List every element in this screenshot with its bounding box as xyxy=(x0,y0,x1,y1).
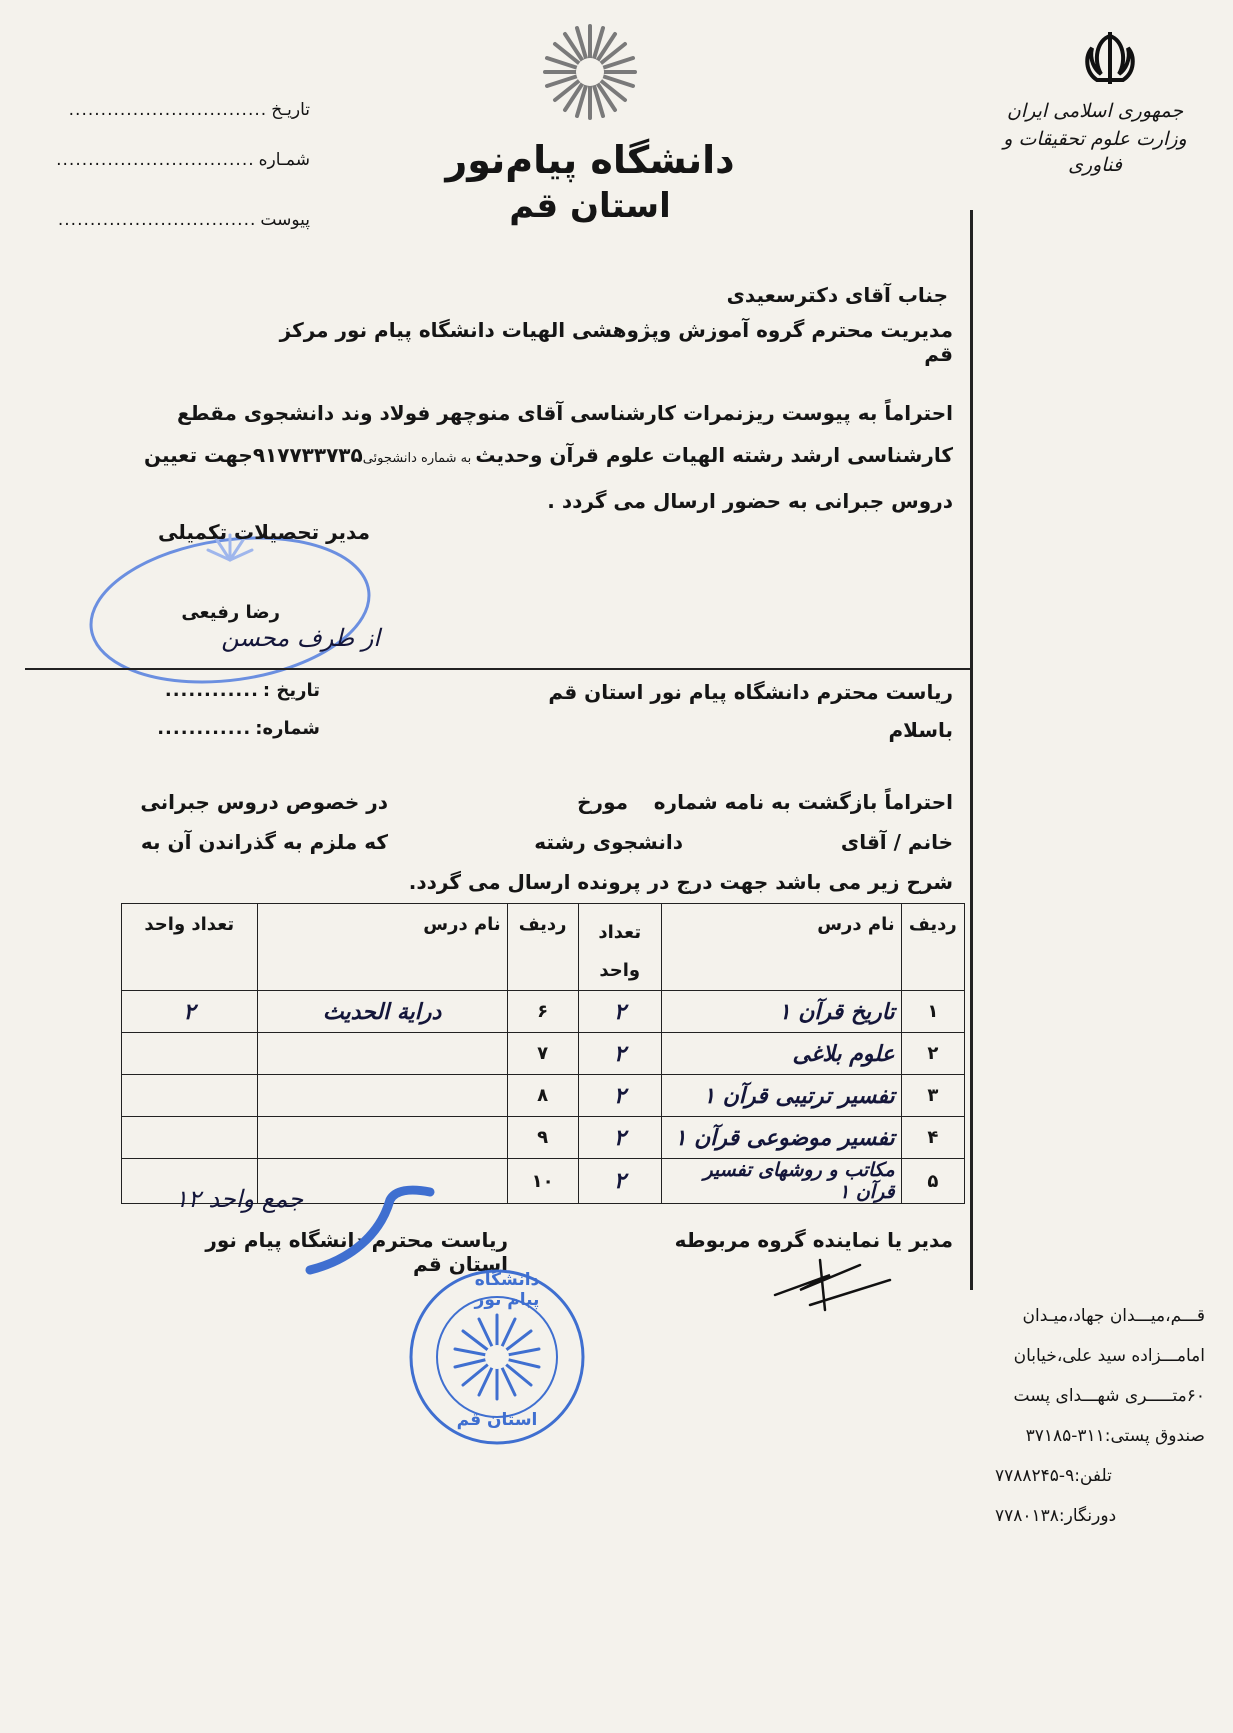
signer-name: رضا رفیعی xyxy=(181,602,280,623)
table-row xyxy=(122,1033,965,1075)
header-row-num2: ردیف xyxy=(507,904,578,991)
stamp-bottom-text: استان قم xyxy=(456,1410,538,1430)
province-name: استان قم xyxy=(509,186,671,226)
right-margin-line xyxy=(970,210,973,1290)
address-line3: ۶۰متـــــری شهـــدای پست xyxy=(1013,1386,1205,1406)
row-course: تاریخ قرآن ۱ xyxy=(661,991,901,1033)
group-manager-label: مدیر یا نماینده گروه مربوطه xyxy=(674,1228,953,1252)
row-course: علوم بلاغی xyxy=(661,1033,901,1075)
row-units2 xyxy=(122,1033,258,1075)
header-units-line1: تعداد xyxy=(598,922,642,943)
row-units: ۲ xyxy=(578,1159,661,1204)
date-field xyxy=(70,100,310,120)
row-units: ۲ xyxy=(578,1117,661,1159)
letter2-date-label: تاریخ : xyxy=(262,680,320,701)
row-num2: ۱۰ xyxy=(507,1159,578,1204)
row-num: ۴ xyxy=(901,1117,964,1159)
date-label: تاریـخ xyxy=(271,100,310,120)
letter2-line2-c: که ملزم به گذراندن آن به xyxy=(140,830,388,854)
row-units2 xyxy=(122,1075,258,1117)
letter2-line1-c: در خصوص دروس جبرانی xyxy=(140,790,388,814)
letter1-line2 xyxy=(133,434,953,480)
letter2-line1-b: مورخ xyxy=(577,790,628,814)
signer-handwritten: از طرف محسن xyxy=(221,624,380,652)
letter2-number-label: شماره: xyxy=(255,718,320,739)
row-units: ۲ xyxy=(578,1075,661,1117)
row-num: ۲ xyxy=(901,1033,964,1075)
letter1-line2-post: ۹۱۷۷۳۳۷۳۵جهت تعیین xyxy=(143,443,363,467)
number-field xyxy=(56,150,310,170)
row-units: ۲ xyxy=(578,991,661,1033)
courses-table xyxy=(121,903,965,1204)
table-row xyxy=(122,991,965,1033)
row-course: تفسیر ترتیبی قرآن ۱ xyxy=(661,1075,901,1117)
row-units: ۲ xyxy=(578,1033,661,1075)
letter1-line1: احتراماً به پیوست ریزنمرات کارشناسی آقای منوچهر فولاد وند دانشجوی مقطع xyxy=(176,401,953,425)
row-course2: درایة الحدیث xyxy=(257,991,507,1033)
letter1-line3: دروس جبرانی به حضور ارسال می گردد . xyxy=(547,489,953,513)
row-num2: ۷ xyxy=(507,1033,578,1075)
letter2-line2-b: دانشجوی رشته xyxy=(534,830,683,854)
president-label: ریاست محترم دانشگاه پیام نور استان قم xyxy=(205,1228,508,1276)
header-units xyxy=(578,904,661,991)
letter2-greeting: باسلام xyxy=(888,718,953,742)
address-line1: قـــم،میـــدان جهاد،میـدان xyxy=(1022,1306,1205,1326)
address-fax: دورنگار:۷۷۸۰۱۳۸ xyxy=(995,1506,1117,1526)
row-num2: ۹ xyxy=(507,1117,578,1159)
letter2-line2-a: خانم / آقای xyxy=(840,830,953,854)
emblem-line1: جمهوری اسلامی ایران xyxy=(1006,100,1184,122)
emblem-line2: وزارت علوم تحقیقات و فناوری xyxy=(1003,128,1187,176)
attachment-field xyxy=(57,210,310,230)
letter1-line2-pre: کارشناسی ارشد رشته الهیات علوم قرآن وحدیث xyxy=(475,443,953,467)
address-phone: تلفن:۹-۷۷۸۸۲۴۵ xyxy=(995,1466,1112,1486)
address-block xyxy=(975,1296,1205,1536)
row-course2 xyxy=(257,1117,507,1159)
section-separator xyxy=(25,668,973,670)
letter1-paragraph xyxy=(133,392,953,522)
header-course2: نام درس xyxy=(257,904,507,991)
date-dots: ............................... xyxy=(68,100,268,120)
header-units-total: تعداد واحد xyxy=(122,904,258,991)
letter2-line3: شرح زیر می باشد جهت درج در پرونده ارسال می گردد. xyxy=(408,870,953,894)
payame-noor-logo-icon xyxy=(535,22,645,122)
row-num2: ۸ xyxy=(507,1075,578,1117)
recipient-title: مدیریت محترم گروه آموزش وپژوهشی الهیات دانشگاه پیام نور مرکز قم xyxy=(279,318,953,366)
letter2-number-dots: ............ xyxy=(157,718,252,739)
letter2-recipient: ریاست محترم دانشگاه پیام نور استان قم xyxy=(548,680,953,704)
signature-icon xyxy=(770,1255,900,1315)
stamp-top-text: دانشگاه پیام نور xyxy=(474,1270,540,1310)
recipient-name: جناب آقای دکترسعیدی xyxy=(726,283,948,307)
row-course2 xyxy=(257,1033,507,1075)
number-label: شمـاره xyxy=(258,150,310,170)
row-num2: ۶ xyxy=(507,991,578,1033)
row-units2: ۲ xyxy=(122,991,258,1033)
iran-emblem-icon xyxy=(1075,30,1145,92)
header-course: نام درس xyxy=(661,904,901,991)
signer-title: مدیر تحصیلات تکمیلی xyxy=(157,520,370,544)
letter1-line2-small: به شماره دانشجوئی xyxy=(362,451,476,466)
row-course2 xyxy=(257,1075,507,1117)
row-num: ۱ xyxy=(901,991,964,1033)
row-course: مکاتب و روشهای تفسیر قرآن ۱ xyxy=(661,1159,901,1204)
letter2-date-dots: ............ xyxy=(164,680,259,701)
header-units-line2: واحد xyxy=(599,960,641,981)
row-num: ۵ xyxy=(901,1159,964,1204)
row-num: ۳ xyxy=(901,1075,964,1117)
attachment-dots: ............................... xyxy=(57,210,257,230)
letter2-date-field xyxy=(140,680,320,701)
handwritten-total: جمع واحد ۱۲ xyxy=(175,1185,304,1213)
address-line4: صندوق پستی:۳۱۱-۳۷۱۸۵ xyxy=(1025,1426,1205,1446)
letter2-line1-a: احتراماً بازگشت به نامه شماره xyxy=(653,790,953,814)
attachment-label: پیوست xyxy=(260,210,310,230)
header-row-num: ردیف xyxy=(901,904,964,991)
table-header-row xyxy=(122,904,965,991)
university-name: دانشگاه پیام‌نور xyxy=(445,138,735,182)
table-row xyxy=(122,1075,965,1117)
row-units2 xyxy=(122,1117,258,1159)
number-dots: ............................... xyxy=(56,150,255,170)
address-line2: امامـــزاده سید علی،خیابان xyxy=(1013,1346,1205,1366)
letter2-number-field xyxy=(140,718,320,739)
row-course: تفسیر موضوعی قرآن ۱ xyxy=(661,1117,901,1159)
table-row xyxy=(122,1117,965,1159)
